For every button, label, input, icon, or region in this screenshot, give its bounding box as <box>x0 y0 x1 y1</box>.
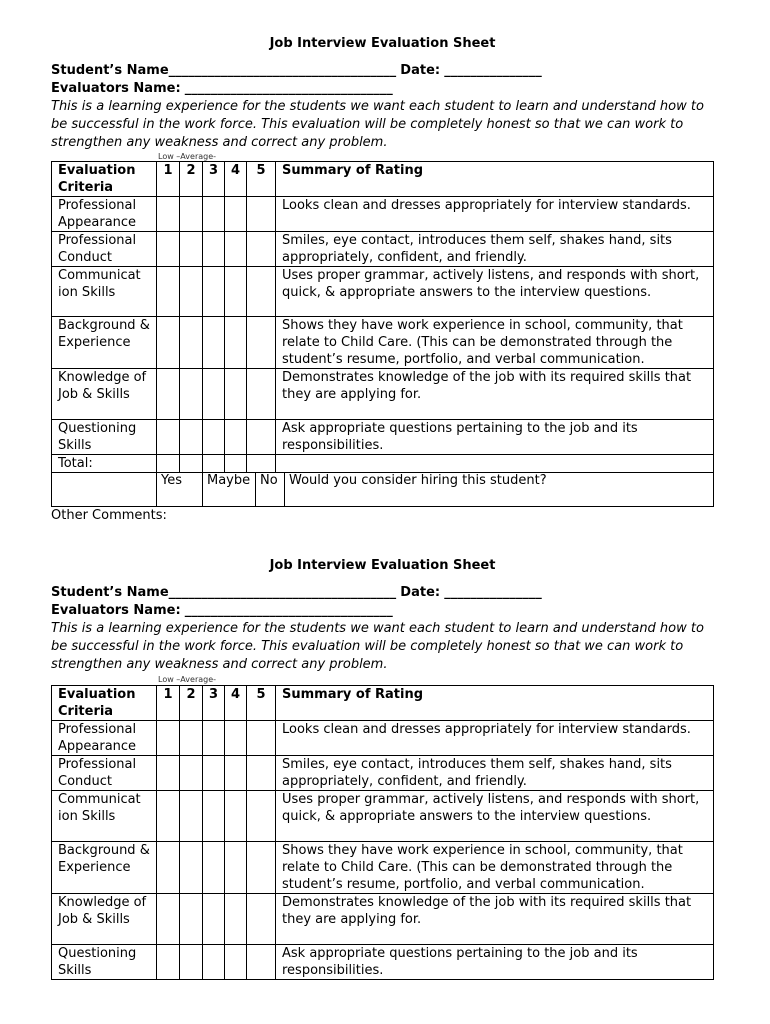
rating-cell[interactable] <box>180 756 203 791</box>
rating-header-3: 3 <box>203 162 225 197</box>
rating-cell[interactable] <box>180 267 203 317</box>
date-label: Date: <box>400 585 441 600</box>
rating-cell[interactable] <box>247 945 276 980</box>
total-cell[interactable] <box>157 455 180 473</box>
student-name-label: Student’s Name <box>51 585 169 600</box>
rating-cell[interactable] <box>247 267 276 317</box>
table-row <box>52 756 714 791</box>
rating-cell[interactable] <box>225 945 247 980</box>
rating-cell[interactable] <box>157 791 180 842</box>
rating-cell[interactable] <box>180 369 203 420</box>
hire-question-table <box>51 473 714 507</box>
table-header-row <box>52 162 714 197</box>
table-row <box>52 317 714 369</box>
rating-cell[interactable] <box>247 369 276 420</box>
rating-cell[interactable] <box>247 791 276 842</box>
rating-cell[interactable] <box>203 721 225 756</box>
summary-cell: Looks clean and dresses appropriately for interview standards. <box>276 721 714 756</box>
hire-yes-option[interactable]: Yes <box>157 473 203 506</box>
intro-text: This is a learning experience for the students we want each student to learn and understand how to be successful in the work force. This evaluation will be completely honest so that we can work to strengthen any weakness and correct any problem. <box>51 99 704 150</box>
table-row <box>52 842 714 894</box>
total-row <box>52 455 714 473</box>
table-row <box>52 721 714 756</box>
rating-cell[interactable] <box>225 267 247 317</box>
rating-header-5: 5 <box>247 162 276 197</box>
table-row <box>52 894 714 945</box>
criteria-cell: Communicat ion Skills <box>52 791 157 842</box>
summary-header: Summary of Rating <box>276 686 714 721</box>
rating-cell[interactable] <box>157 894 180 945</box>
rating-cell[interactable] <box>247 232 276 267</box>
rating-cell[interactable] <box>157 842 180 894</box>
student-name-line <box>51 62 714 80</box>
rating-cell[interactable] <box>203 756 225 791</box>
rating-header-2: 2 <box>180 162 203 197</box>
student-name-field[interactable]: ___________________________________ <box>168 585 397 600</box>
rating-cell[interactable] <box>225 756 247 791</box>
rating-cell[interactable] <box>157 756 180 791</box>
criteria-cell: Background & Experience <box>52 842 157 894</box>
rating-scale-label: Low –Average- <box>158 152 217 161</box>
criteria-cell: Questioning Skills <box>52 945 157 980</box>
evaluation-sheet-2 <box>51 557 714 980</box>
summary-cell: Uses proper grammar, actively listens, and responds with short, quick, & appropriate answers to the interview questions. <box>276 267 714 317</box>
summary-header: Summary of Rating <box>276 162 714 197</box>
rating-cell[interactable] <box>225 232 247 267</box>
rating-cell[interactable] <box>157 420 180 455</box>
student-name-field[interactable]: ___________________________________ <box>168 63 397 78</box>
student-name-label: Student’s Name <box>51 63 169 78</box>
rating-scale-label: Low –Average- <box>158 675 217 684</box>
rating-cell[interactable] <box>203 945 225 980</box>
summary-cell: Smiles, eye contact, introduces them self, shakes hand, sits appropriately, confident, and friendly. <box>276 756 714 791</box>
hire-empty-cell <box>52 473 157 506</box>
sheet-title: Job Interview Evaluation Sheet <box>269 558 496 573</box>
evaluator-name-line <box>51 602 714 620</box>
evaluator-name-label: Evaluators Name: <box>51 603 181 618</box>
criteria-cell: Background & Experience <box>52 317 157 369</box>
evaluator-name-label: Evaluators Name: <box>51 81 181 96</box>
hire-maybe-option[interactable]: Maybe <box>203 473 256 506</box>
student-name-line <box>51 584 714 602</box>
rating-header-2: 2 <box>180 686 203 721</box>
criteria-cell: Knowledge of Job & Skills <box>52 369 157 420</box>
summary-cell: Demonstrates knowledge of the job with its required skills that they are applying for. <box>276 894 714 945</box>
rating-cell[interactable] <box>180 420 203 455</box>
criteria-cell: Communicat ion Skills <box>52 267 157 317</box>
evaluation-table <box>51 685 714 980</box>
table-header-row <box>52 686 714 721</box>
other-comments-label: Other Comments: <box>51 507 167 523</box>
total-cell[interactable] <box>203 455 225 473</box>
summary-cell: Ask appropriate questions pertaining to the job and its responsibilities. <box>276 420 714 455</box>
intro-text: This is a learning experience for the students we want each student to learn and understand how to be successful in the work force. This evaluation will be completely honest so that we can work to strengthen any weakness and correct any problem. <box>51 621 704 672</box>
rating-cell[interactable] <box>157 317 180 369</box>
rating-cell[interactable] <box>157 369 180 420</box>
rating-cell[interactable] <box>180 197 203 232</box>
date-field[interactable]: _______________ <box>444 63 542 78</box>
total-cell[interactable] <box>247 455 276 473</box>
rating-cell[interactable] <box>247 894 276 945</box>
summary-cell: Shows they have work experience in school, community, that relate to Child Care. (This can be demonstrated through the student’s resume, portfolio, and verbal communication. <box>276 317 714 369</box>
rating-header-1: 1 <box>157 686 180 721</box>
table-row <box>52 420 714 455</box>
rating-cell[interactable] <box>203 842 225 894</box>
rating-cell[interactable] <box>247 420 276 455</box>
sheet-title: Job Interview Evaluation Sheet <box>269 36 496 51</box>
evaluation-sheet-1 <box>51 35 714 524</box>
rating-cell[interactable] <box>180 721 203 756</box>
summary-cell: Ask appropriate questions pertaining to the job and its responsibilities. <box>276 945 714 980</box>
total-cell[interactable] <box>225 455 247 473</box>
rating-cell[interactable] <box>157 721 180 756</box>
evaluator-name-field[interactable]: ________________________________ <box>184 81 393 96</box>
summary-cell: Uses proper grammar, actively listens, and responds with short, quick, & appropriate answers to the interview questions. <box>276 791 714 842</box>
rating-cell[interactable] <box>247 756 276 791</box>
criteria-cell: Professional Appearance <box>52 721 157 756</box>
rating-cell[interactable] <box>225 791 247 842</box>
criteria-cell: Professional Conduct <box>52 232 157 267</box>
rating-cell[interactable] <box>203 894 225 945</box>
rating-cell[interactable] <box>247 197 276 232</box>
rating-cell[interactable] <box>203 317 225 369</box>
table-row <box>52 197 714 232</box>
total-cell[interactable] <box>180 455 203 473</box>
total-label: Total: <box>52 455 157 473</box>
evaluator-name-line <box>51 80 714 98</box>
rating-cell[interactable] <box>157 267 180 317</box>
rating-cell[interactable] <box>225 842 247 894</box>
rating-cell[interactable] <box>180 791 203 842</box>
rating-cell[interactable] <box>157 232 180 267</box>
rating-cell[interactable] <box>180 945 203 980</box>
hire-no-option[interactable]: No <box>256 473 285 506</box>
date-field[interactable]: _______________ <box>444 585 542 600</box>
criteria-header: Evaluation Criteria <box>52 162 157 197</box>
criteria-cell: Professional Conduct <box>52 756 157 791</box>
table-row <box>52 232 714 267</box>
rating-header-4: 4 <box>225 162 247 197</box>
rating-cell[interactable] <box>203 791 225 842</box>
rating-header-3: 3 <box>203 686 225 721</box>
evaluation-table <box>51 161 714 473</box>
rating-cell[interactable] <box>225 369 247 420</box>
rating-cell[interactable] <box>203 197 225 232</box>
rating-header-5: 5 <box>247 686 276 721</box>
rating-cell[interactable] <box>225 721 247 756</box>
criteria-header: Evaluation Criteria <box>52 686 157 721</box>
summary-cell: Smiles, eye contact, introduces them self, shakes hand, sits appropriately, confident, and friendly. <box>276 232 714 267</box>
rating-cell[interactable] <box>180 894 203 945</box>
total-summary-cell <box>276 455 714 473</box>
rating-cell[interactable] <box>203 369 225 420</box>
rating-cell[interactable] <box>247 721 276 756</box>
rating-cell[interactable] <box>247 317 276 369</box>
rating-cell[interactable] <box>180 232 203 267</box>
summary-cell: Shows they have work experience in school, community, that relate to Child Care. (This can be demonstrated through the student’s resume, portfolio, and verbal communication. <box>276 842 714 894</box>
rating-cell[interactable] <box>225 420 247 455</box>
rating-header-4: 4 <box>225 686 247 721</box>
rating-cell[interactable] <box>180 317 203 369</box>
table-row <box>52 791 714 842</box>
rating-cell[interactable] <box>225 894 247 945</box>
rating-cell[interactable] <box>157 945 180 980</box>
rating-cell[interactable] <box>247 842 276 894</box>
table-row <box>52 369 714 420</box>
date-label: Date: <box>400 63 441 78</box>
rating-cell[interactable] <box>225 317 247 369</box>
rating-cell[interactable] <box>203 232 225 267</box>
criteria-cell: Questioning Skills <box>52 420 157 455</box>
rating-cell[interactable] <box>180 842 203 894</box>
rating-cell[interactable] <box>203 267 225 317</box>
summary-cell: Demonstrates knowledge of the job with its required skills that they are applying for. <box>276 369 714 420</box>
rating-header-1: 1 <box>157 162 180 197</box>
rating-cell[interactable] <box>203 420 225 455</box>
hire-question: Would you consider hiring this student? <box>285 473 714 506</box>
rating-cell[interactable] <box>225 197 247 232</box>
table-row <box>52 267 714 317</box>
summary-cell: Looks clean and dresses appropriately for interview standards. <box>276 197 714 232</box>
rating-cell[interactable] <box>157 197 180 232</box>
table-row <box>52 945 714 980</box>
criteria-cell: Knowledge of Job & Skills <box>52 894 157 945</box>
evaluator-name-field[interactable]: ________________________________ <box>184 603 393 618</box>
criteria-cell: Professional Appearance <box>52 197 157 232</box>
